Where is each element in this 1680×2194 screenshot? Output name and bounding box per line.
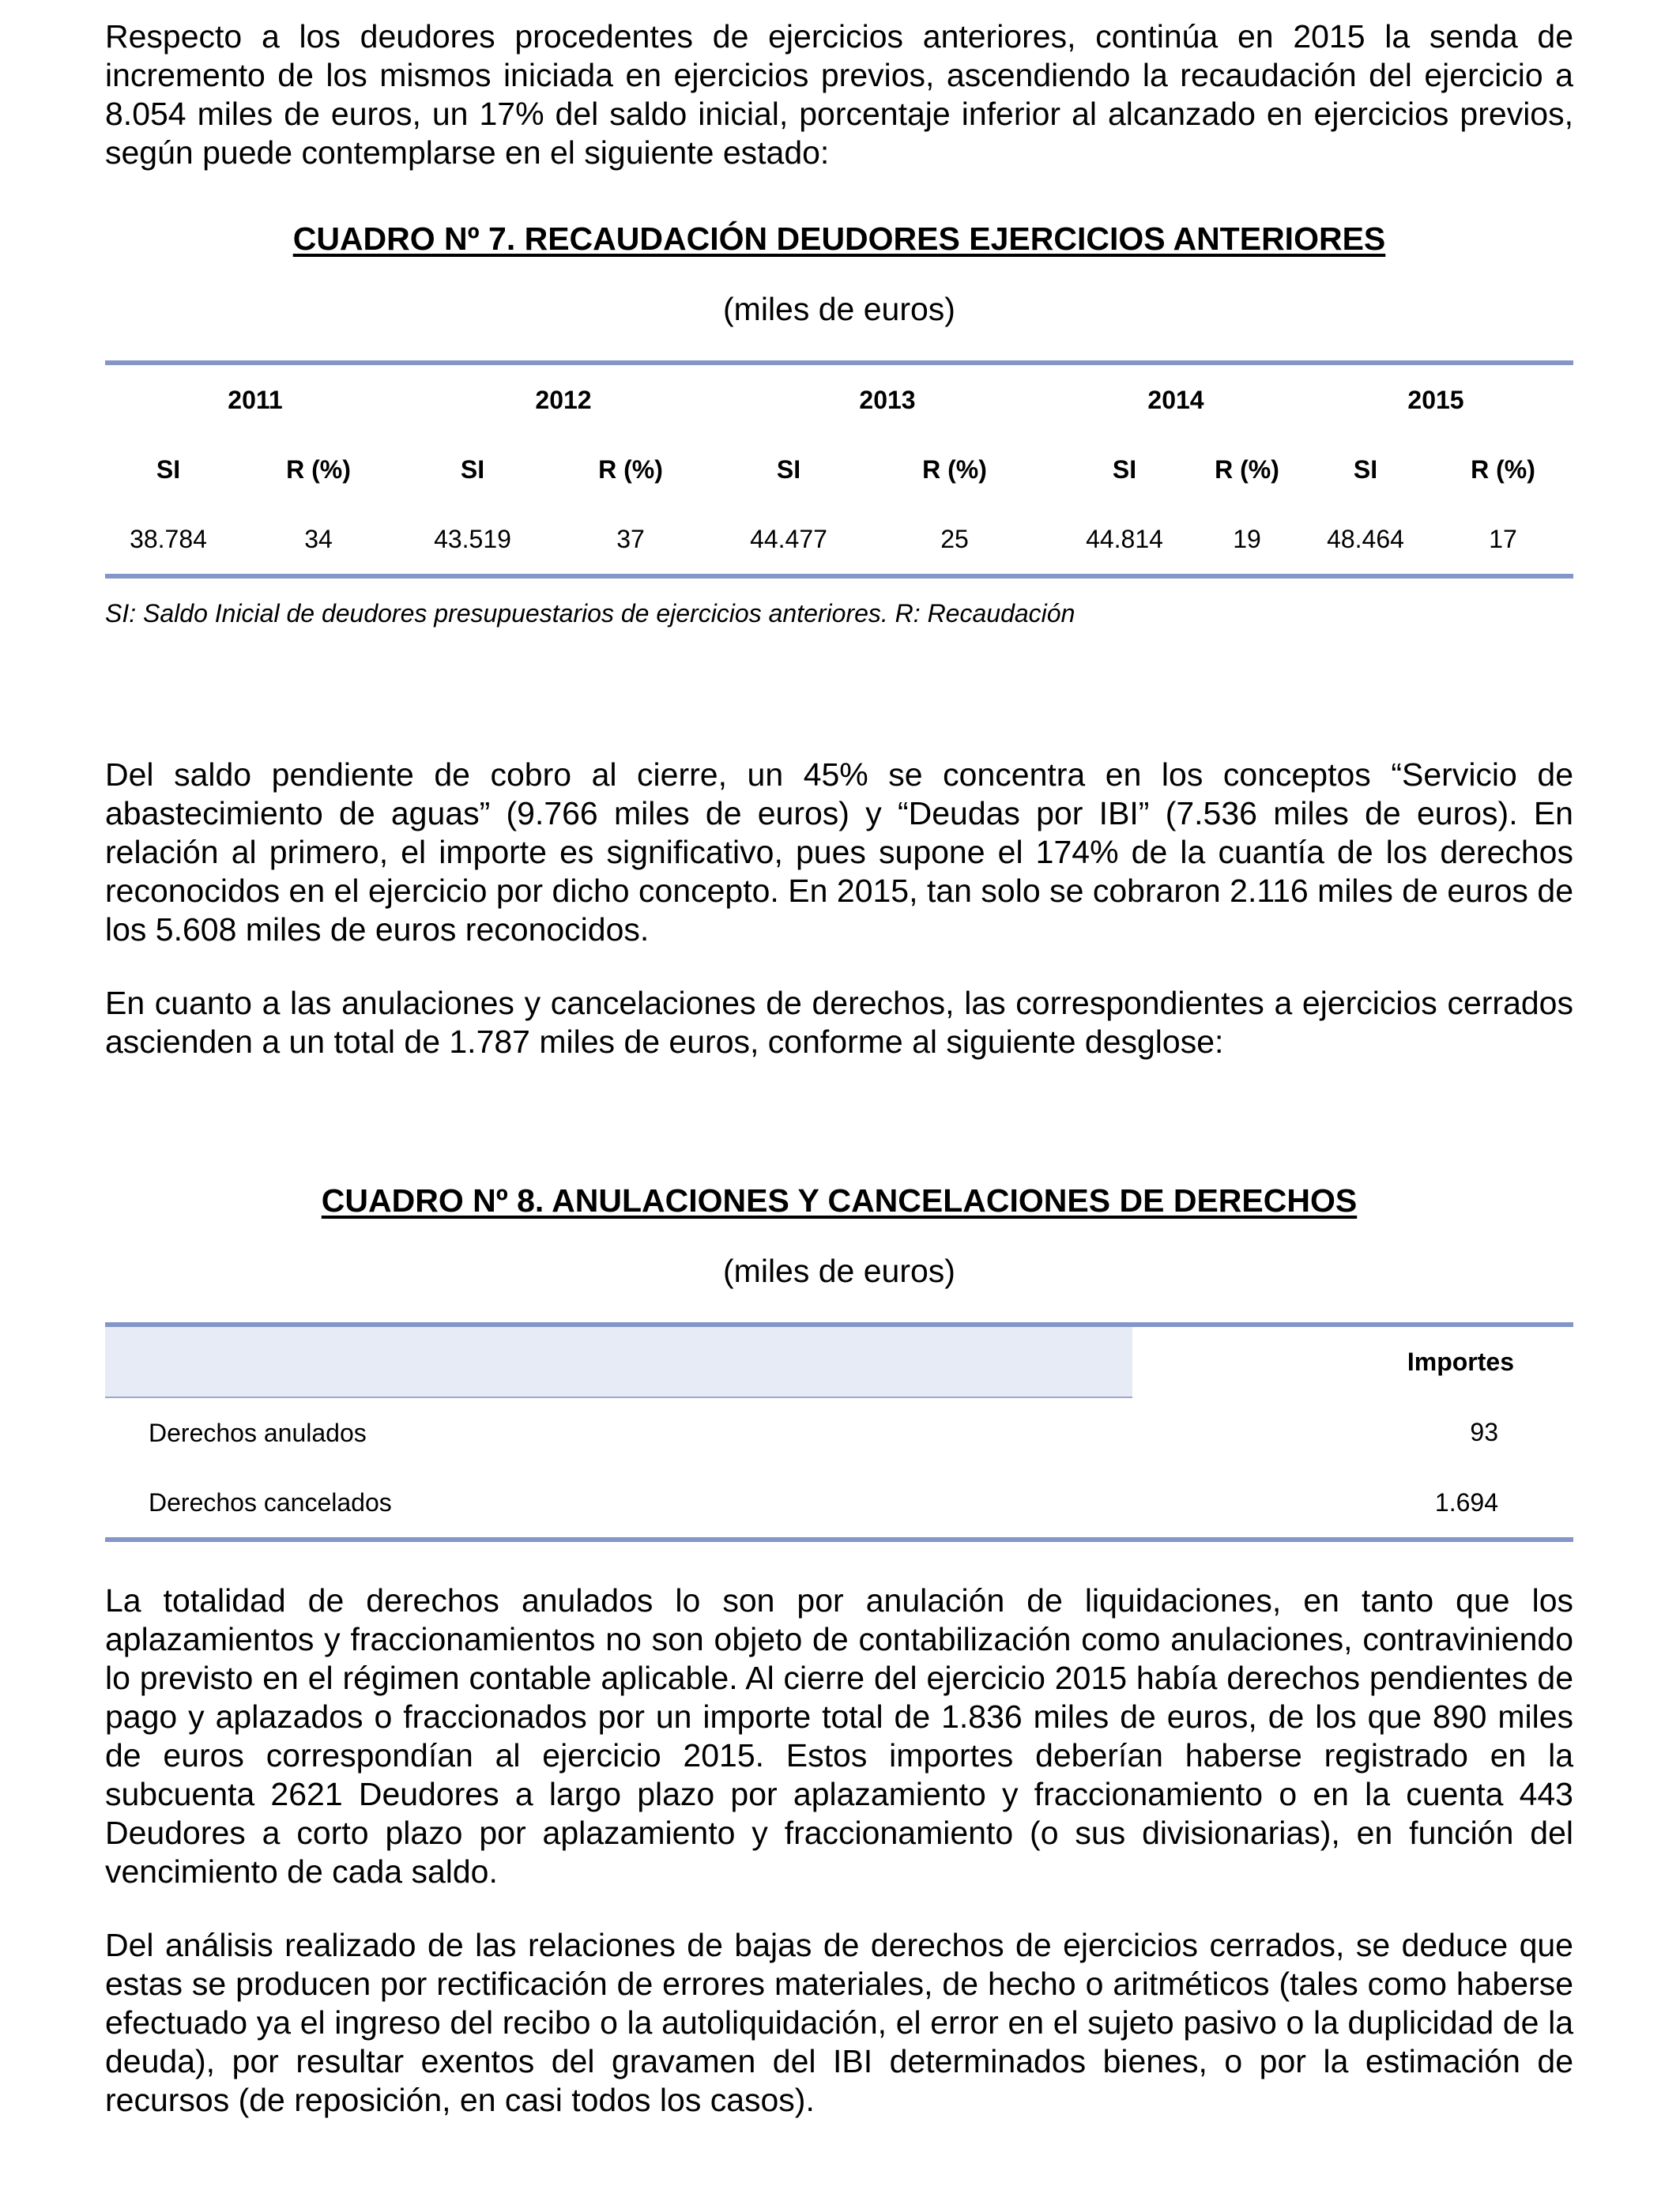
paragraph-saldo-pendiente: Del saldo pendiente de cobro al cierre, un 45% se concentra en los conceptos “Servicio de abastecimiento de aguas” (9.766 miles de euros) y “Deudas por IBI” (7.536 miles de euros). En relación al primero, el importe es significativo, pues supone el 174% de la cuantía de los derechos reconocidos en el ejercicio por dicho concepto. En 2015, tan solo se cobraron 2.116 miles de euros de los 5.608 miles de euros reconocidos. — [105, 756, 1573, 948]
table7-subheader: R (%) — [598, 454, 663, 484]
table8-units: (miles de euros) — [723, 1253, 955, 1289]
table8-row-label: Derechos anulados — [149, 1418, 367, 1447]
table7-cell: 44.814 — [1086, 524, 1163, 553]
paragraph-anulaciones: En cuanto a las anulaciones y cancelaciones de derechos, las correspondientes a ejercicios cerrados ascienden a un total de 1.787 miles de euros, conforme al siguiente desglose: — [105, 985, 1573, 1060]
table7-subheader: R (%) — [1215, 454, 1279, 484]
table7-footnote: SI: Saldo Inicial de deudores presupuestarios de ejercicios anteriores. R: Recaudación — [105, 599, 1075, 628]
table7-cell: 37 — [616, 524, 645, 553]
table8-header-importes: Importes — [1407, 1348, 1514, 1376]
table7-cell: 34 — [304, 524, 333, 553]
table7-value-row — [105, 504, 1573, 576]
table7-title: CUADRO Nº 7. RECAUDACIÓN DEUDORES EJERCICIOS ANTERIORES — [292, 221, 1386, 257]
paragraph-intro: Respecto a los deudores procedentes de ejercicios anteriores, continúa en 2015 la senda de incremento de los mismos iniciada en ejercicios previos, ascendiendo la recaudación del ejercicio a 8.054 miles de euros, un 17% del saldo inicial, porcentaje inferior al alcanzado en ejercicios previos, según puede contemplarse en el siguiente estado: — [105, 18, 1573, 171]
document-page — [105, 17, 1573, 2120]
table8-row-amount: 93 — [1470, 1418, 1498, 1446]
table7-cell: 38.784 — [130, 524, 207, 553]
table8-title: CUADRO Nº 8. ANULACIONES Y CANCELACIONES DE DERECHOS — [321, 1182, 1358, 1219]
table7-year-row — [105, 363, 1573, 435]
table7-subheader: SI — [156, 454, 181, 484]
table7-year: 2012 — [535, 385, 592, 414]
paragraph-totalidad: La totalidad de derechos anulados lo son por anulación de liquidaciones, en tanto que los aplazamientos y fraccionamientos no son objeto de contabilización como anulaciones, contraviniendo lo previsto en el régimen contable aplicable. Al cierre del ejercicio 2015 había derechos pendientes de pago y aplazados o fraccionados por un importe total de 1.836 miles de euros, de los que 890 miles de euros correspondían al ejercicio 2015. Estos importes deberían haberse registrado en la subcuenta 2621 Deudores a largo plazo por aplazamiento y fraccionamiento o en la cuenta 443 Deudores a corto plazo por aplazamiento y fraccionamiento (o sus divisionarias), en función del vencimiento de cada saldo. — [105, 1582, 1573, 1890]
table7 — [105, 360, 1573, 579]
table8-header-row — [105, 1325, 1573, 1397]
paragraph-analisis: Del análisis realizado de las relaciones de bajas de derechos de ejercicios cerrados, se deduce que estas se producen por rectificación de errores materiales, de hecho o aritméticos (tales como haberse efectuado ya el ingreso del recibo o la autoliquidación, el error en el sujeto pasivo o la duplicidad de la deuda), por resultar exentos del gravamen del IBI determinados bienes, o por la estimación de recursos (de reposición, en casi todos los casos). — [105, 1927, 1573, 2118]
table7-cell: 19 — [1233, 524, 1261, 553]
table7-subheader: SI — [1112, 454, 1137, 484]
table7-subheader-row — [105, 435, 1573, 504]
table7-subheader: SI — [776, 454, 801, 484]
table7-cell: 25 — [940, 524, 969, 553]
table7-cell: 48.464 — [1327, 524, 1404, 553]
table7-year: 2013 — [859, 385, 916, 414]
table7-units: (miles de euros) — [723, 291, 955, 327]
table7-subheader: SI — [1353, 454, 1378, 484]
table7-year: 2011 — [228, 385, 283, 414]
table7-subheader: SI — [460, 454, 485, 484]
table8-row-label: Derechos cancelados — [149, 1487, 392, 1517]
table7-subheader: R (%) — [1471, 454, 1535, 484]
table-row — [105, 1397, 1573, 1468]
table7-cell: 43.519 — [434, 524, 511, 553]
table7-cell: 44.477 — [750, 524, 827, 553]
table7-subheader: R (%) — [922, 454, 987, 484]
table7-subheader: R (%) — [286, 454, 351, 484]
table7-year: 2015 — [1407, 385, 1464, 414]
table7-year: 2014 — [1147, 385, 1204, 414]
table-row — [105, 1468, 1573, 1540]
table8 — [105, 1322, 1573, 1542]
table8-row-amount: 1.694 — [1434, 1487, 1498, 1517]
table7-cell: 17 — [1489, 524, 1517, 553]
